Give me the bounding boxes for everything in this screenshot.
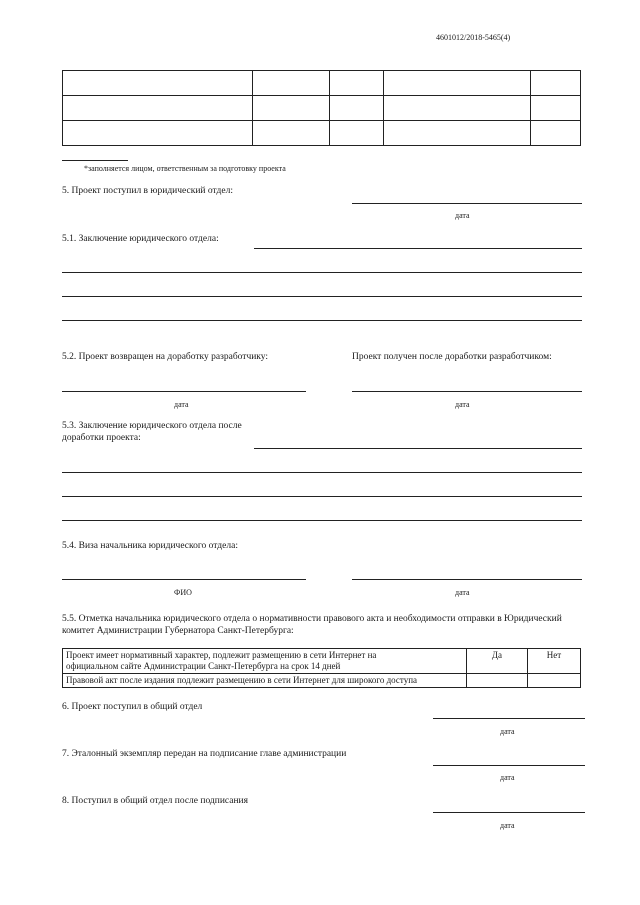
section-5-5-label-line2: комитет Администрации Губернатора Санкт-Петербурга: bbox=[62, 626, 294, 636]
section-5-4-label: 5.4. Виза начальника юридического отдела: bbox=[62, 541, 238, 551]
option-1-text-line1: Проект имеет нормативный характер, подлежит размещению в сети Интернет на bbox=[66, 650, 377, 660]
s6-date-caption: дата bbox=[500, 727, 515, 736]
option-1-text-line2: официальном сайте Администрации Санкт-Петербурга на срок 14 дней bbox=[66, 661, 341, 671]
footnote-rule bbox=[62, 160, 128, 161]
s5-date-caption: дата bbox=[455, 211, 470, 220]
s5-2-left-date-line[interactable] bbox=[62, 391, 306, 392]
s5-2-right-date-line[interactable] bbox=[352, 391, 582, 392]
table-row bbox=[63, 674, 581, 688]
grid-cell[interactable] bbox=[253, 96, 330, 121]
option-2-no-cell[interactable] bbox=[528, 674, 581, 688]
section-5-label: 5. Проект поступил в юридический отдел: bbox=[62, 186, 233, 196]
section-5-5-label-line1: 5.5. Отметка начальника юридического отдела о нормативности правового акта и необходимости отправки в Юридический bbox=[62, 614, 562, 624]
s5-1-line[interactable] bbox=[62, 272, 582, 273]
grid-cell[interactable] bbox=[384, 96, 531, 121]
section-7-label: 7. Эталонный экземпляр передан на подписание главе администрации bbox=[62, 749, 347, 759]
s5-3-line[interactable] bbox=[254, 448, 582, 449]
grid-cell[interactable] bbox=[531, 71, 581, 96]
section-5-2-left-label: 5.2. Проект возвращен на доработку разработчику: bbox=[62, 352, 269, 362]
s5-3-line[interactable] bbox=[62, 496, 582, 497]
grid-cell[interactable] bbox=[531, 96, 581, 121]
s5-2-left-date-caption: дата bbox=[174, 400, 189, 409]
section-5-3-label-line1: 5.3. Заключение юридического отдела после bbox=[62, 421, 242, 431]
grid-cell[interactable] bbox=[63, 121, 253, 146]
s8-date-line[interactable] bbox=[433, 812, 585, 813]
s5-4-fio-line[interactable] bbox=[62, 579, 306, 580]
s5-2-right-date-caption: дата bbox=[455, 400, 470, 409]
s5-3-line[interactable] bbox=[62, 472, 582, 473]
s5-4-date-line[interactable] bbox=[352, 579, 582, 580]
s5-1-line[interactable] bbox=[62, 296, 582, 297]
top-grid-table bbox=[62, 70, 581, 146]
section-8-label: 8. Поступил в общий отдел после подписания bbox=[62, 796, 249, 806]
grid-cell[interactable] bbox=[531, 121, 581, 146]
section-5-3-label-line2: доработки проекта: bbox=[62, 433, 141, 443]
document-number: 4601012/2018-5465(4) bbox=[436, 33, 511, 42]
grid-cell[interactable] bbox=[253, 121, 330, 146]
s6-date-line[interactable] bbox=[433, 718, 585, 719]
s8-date-caption: дата bbox=[500, 821, 515, 830]
s7-date-caption: дата bbox=[500, 773, 515, 782]
s5-1-line[interactable] bbox=[62, 320, 582, 321]
table-row bbox=[63, 649, 581, 674]
s7-date-line[interactable] bbox=[433, 765, 585, 766]
s5-3-line[interactable] bbox=[62, 520, 582, 521]
option-2-yes-cell[interactable] bbox=[467, 674, 528, 688]
grid-cell[interactable] bbox=[330, 71, 384, 96]
grid-cell[interactable] bbox=[384, 121, 531, 146]
grid-cell[interactable] bbox=[330, 121, 384, 146]
grid-cell[interactable] bbox=[63, 71, 253, 96]
footnote: *заполняется лицом, ответственным за подготовку проекта bbox=[84, 164, 286, 173]
yes-header: Да bbox=[467, 649, 528, 674]
no-header: Нет bbox=[528, 649, 581, 674]
section-5-1-label: 5.1. Заключение юридического отдела: bbox=[62, 234, 219, 244]
s5-4-date-caption: дата bbox=[455, 588, 470, 597]
grid-cell[interactable] bbox=[253, 71, 330, 96]
option-2-text: Правовой акт после издания подлежит размещению в сети Интернет для широкого доступа bbox=[66, 675, 418, 685]
s5-4-fio-caption: ФИО bbox=[174, 588, 192, 597]
s5-1-line[interactable] bbox=[254, 248, 582, 249]
section-5-2-right-label: Проект получен после доработки разработчиком: bbox=[352, 352, 552, 362]
grid-cell[interactable] bbox=[384, 71, 531, 96]
s5-date-line[interactable] bbox=[352, 203, 582, 204]
normativity-table bbox=[62, 648, 581, 688]
grid-cell[interactable] bbox=[63, 96, 253, 121]
grid-cell[interactable] bbox=[330, 96, 384, 121]
section-6-label: 6. Проект поступил в общий отдел bbox=[62, 702, 203, 712]
